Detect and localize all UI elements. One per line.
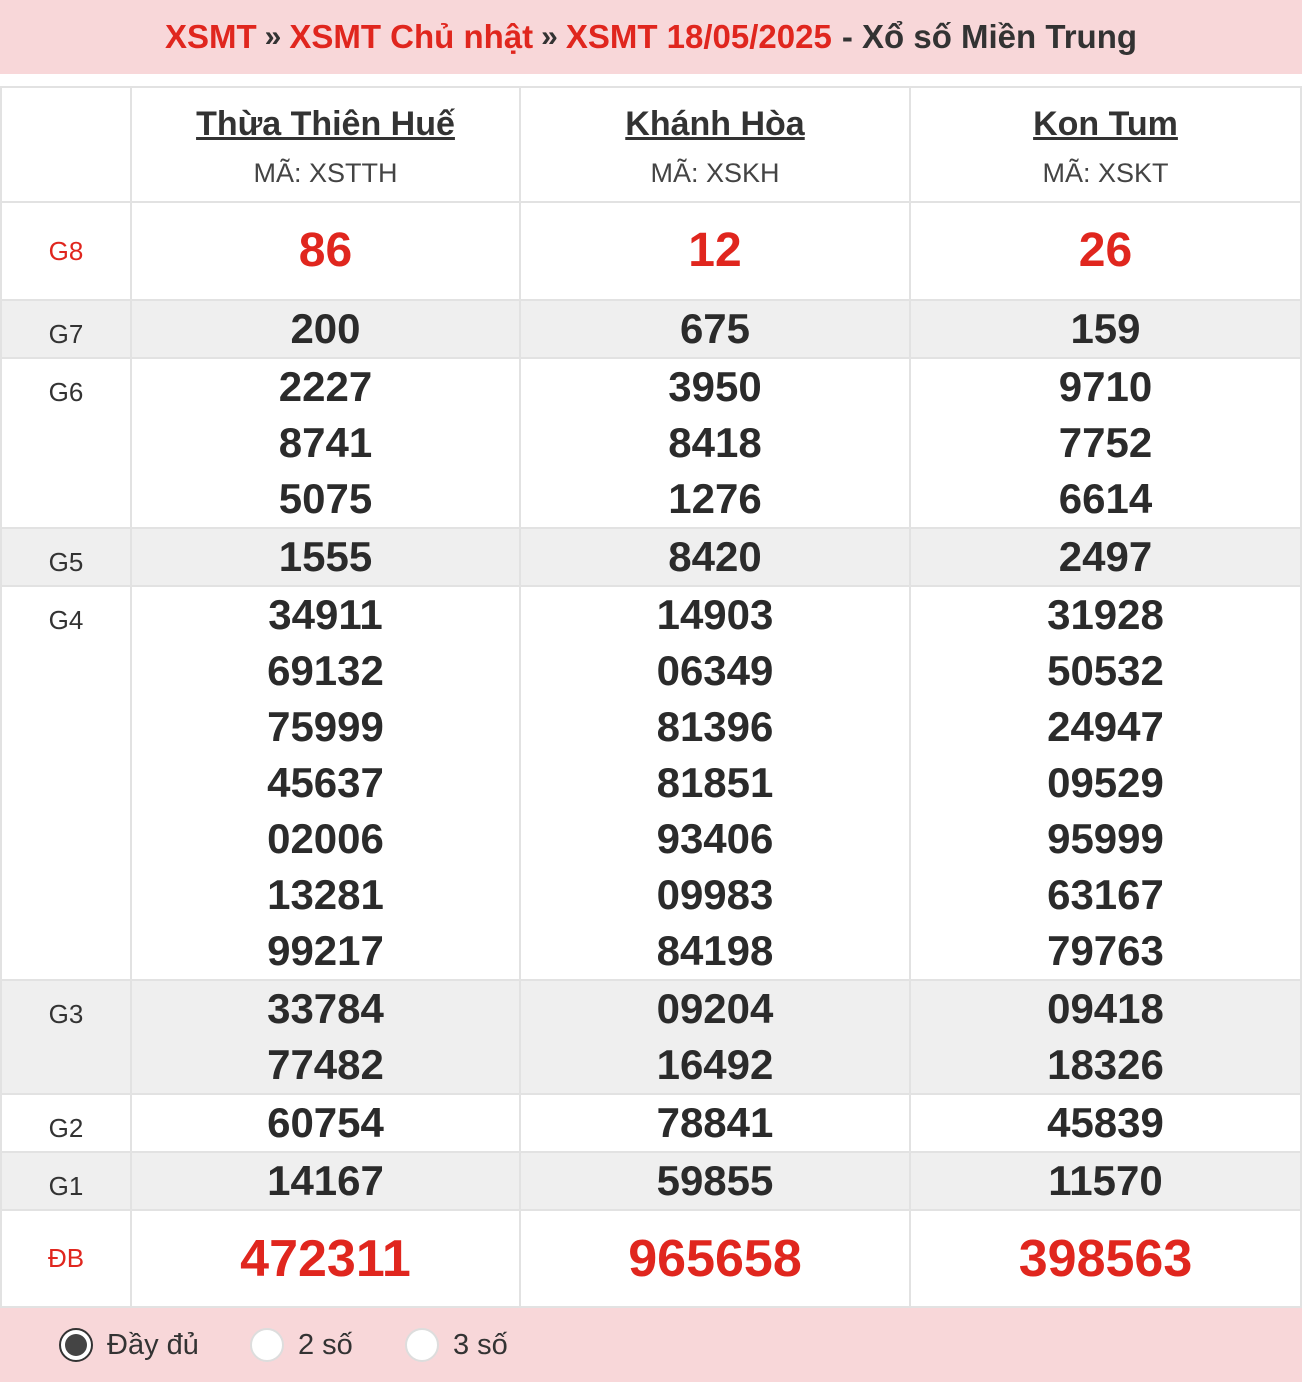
prize-numbers [911, 981, 1300, 1093]
prize-number: 24947 [1047, 703, 1164, 750]
prize-label [1, 980, 131, 1094]
breadcrumb [0, 0, 1302, 74]
prize-cell [910, 358, 1301, 528]
prize-number: 09983 [656, 871, 774, 918]
prize-label-text: G7 [48, 319, 84, 349]
prize-numbers [521, 529, 909, 585]
province-code: MÃ: XSTTH [253, 157, 398, 188]
header-corner-cell [1, 87, 131, 202]
prize-label [1, 1094, 131, 1152]
prize-number: 99217 [267, 927, 384, 974]
prize-number: 1555 [278, 533, 373, 580]
province-cell [520, 87, 910, 202]
prize-numbers [132, 223, 519, 279]
prize-number: 09418 [1047, 985, 1164, 1032]
option-label: 3 số [453, 1328, 508, 1361]
prize-numbers [521, 587, 909, 979]
prize-number: 12 [688, 224, 742, 277]
prize-number: 26 [1078, 224, 1133, 277]
prize-numbers [521, 301, 909, 357]
prize-numbers [521, 1095, 909, 1151]
prize-numbers [521, 359, 909, 527]
prize-cell [910, 528, 1301, 586]
option-full-radio[interactable] [59, 1328, 199, 1362]
prize-number: 95999 [1047, 815, 1164, 862]
prize-cell [131, 980, 520, 1094]
prize-number: 472311 [240, 1229, 411, 1288]
prize-row-g8 [1, 202, 1301, 300]
prize-cell [131, 528, 520, 586]
prize-numbers [521, 223, 909, 279]
prize-number: 200 [290, 305, 361, 352]
prize-cell [910, 300, 1301, 358]
prize-number: 59855 [656, 1157, 774, 1204]
prize-number: 8418 [668, 419, 762, 466]
province-code: MÃ: XSKT [1042, 157, 1169, 188]
prize-row-g7 [1, 300, 1301, 358]
prize-numbers [911, 223, 1300, 279]
prize-label-text: G8 [48, 235, 84, 266]
prize-number: 31928 [1047, 591, 1164, 638]
prize-cell [910, 202, 1301, 300]
prize-number: 06349 [656, 647, 774, 694]
prize-label-text: G5 [48, 547, 84, 577]
prize-number: 675 [679, 305, 751, 352]
prize-number: 7752 [1058, 419, 1153, 466]
prize-label [1, 358, 131, 528]
prize-number: 6614 [1058, 475, 1153, 522]
prize-number: 5075 [278, 475, 373, 522]
prize-cell [520, 358, 910, 528]
prize-cell [520, 1094, 910, 1152]
prize-numbers [911, 301, 1300, 357]
prize-cell [520, 202, 910, 300]
province-cell [910, 87, 1301, 202]
prize-label [1, 528, 131, 586]
prize-number: 16492 [656, 1041, 774, 1088]
prize-number: 33784 [267, 985, 384, 1032]
breadcrumb-xsmt-date[interactable]: XSMT 18/05/2025 [565, 18, 832, 55]
province-cell [131, 87, 520, 202]
prize-number: 02006 [267, 815, 384, 862]
prize-label-text: G2 [48, 1113, 84, 1143]
prize-number: 60754 [267, 1099, 384, 1146]
prize-cell [910, 980, 1301, 1094]
prize-number: 81396 [656, 703, 774, 750]
prize-row-g3 [1, 980, 1301, 1094]
prize-number: 159 [1070, 305, 1141, 352]
prize-numbers [521, 1231, 909, 1287]
option-label: 2 số [298, 1328, 353, 1361]
prize-number: 8420 [668, 533, 762, 580]
radio-unselected-icon[interactable] [250, 1328, 284, 1362]
prize-numbers [132, 587, 519, 979]
prize-row-g4 [1, 586, 1301, 980]
prize-numbers [132, 301, 519, 357]
province-name-link[interactable]: Thừa Thiên Huế [196, 104, 455, 143]
province-name-link[interactable]: Khánh Hòa [625, 104, 805, 143]
option-label: Đầy đủ [107, 1328, 199, 1361]
prize-number: 50532 [1047, 647, 1164, 694]
prize-cell [131, 586, 520, 980]
prize-number: 14903 [656, 591, 774, 638]
prize-number: 75999 [267, 703, 384, 750]
prize-numbers [132, 1231, 519, 1287]
prize-cell [910, 1152, 1301, 1210]
prize-cell [520, 1210, 910, 1307]
prize-numbers [911, 587, 1300, 979]
prize-label [1, 300, 131, 358]
prize-number: 8741 [278, 419, 373, 466]
prize-label [1, 1210, 131, 1307]
display-options-bar [0, 1308, 1302, 1382]
prize-cell [520, 586, 910, 980]
prize-cell [520, 1152, 910, 1210]
prize-number: 09529 [1047, 759, 1164, 806]
prize-cell [910, 1210, 1301, 1307]
prize-number: 1276 [668, 475, 762, 522]
prize-label-text: G4 [48, 605, 84, 635]
prize-number: 78841 [656, 1099, 774, 1146]
prize-number: 09204 [656, 985, 774, 1032]
prize-number: 93406 [656, 815, 774, 862]
prize-cell [910, 586, 1301, 980]
prize-label-text: G6 [48, 377, 84, 407]
prize-label-text: ĐB [47, 1243, 85, 1273]
prize-numbers [911, 1153, 1300, 1209]
prize-label-text: G3 [48, 999, 84, 1029]
prize-number: 45637 [267, 759, 384, 806]
prize-numbers [132, 1153, 519, 1209]
results-table [0, 86, 1302, 1308]
prize-number: 86 [298, 224, 353, 277]
prize-label [1, 202, 131, 300]
prize-cell [131, 300, 520, 358]
prize-numbers [132, 529, 519, 585]
prize-numbers [132, 359, 519, 527]
prize-label [1, 586, 131, 980]
province-name-link[interactable]: Kon Tum [1033, 104, 1178, 143]
prize-cell [131, 1094, 520, 1152]
breadcrumb-separator: » [264, 20, 282, 53]
prize-number: 14167 [267, 1157, 384, 1204]
prize-number: 81851 [656, 759, 774, 806]
prize-row-g2 [1, 1094, 1301, 1152]
prize-cell [131, 1210, 520, 1307]
prize-row-g5 [1, 528, 1301, 586]
prize-numbers [911, 529, 1300, 585]
prize-number: 69132 [267, 647, 384, 694]
prize-number: 13281 [267, 871, 384, 918]
prize-label-text: G1 [48, 1171, 84, 1201]
radio-unselected-icon[interactable] [405, 1328, 439, 1362]
prize-numbers [911, 1095, 1300, 1151]
prize-number: 79763 [1047, 927, 1164, 974]
prize-number: 45839 [1047, 1099, 1164, 1146]
prize-numbers [521, 981, 909, 1093]
prize-numbers [911, 1231, 1300, 1287]
prize-number: 18326 [1047, 1041, 1164, 1088]
prize-cell [131, 358, 520, 528]
prize-numbers [132, 1095, 519, 1151]
prize-number: 2227 [278, 363, 373, 410]
prize-cell [520, 528, 910, 586]
breadcrumb-suffix: - Xổ số Miền Trung [841, 18, 1138, 55]
province-code: MÃ: XSKH [650, 157, 780, 188]
prize-number: 3950 [668, 363, 762, 410]
prize-number: 63167 [1047, 871, 1164, 918]
prize-cell [520, 980, 910, 1094]
prize-row-đb [1, 1210, 1301, 1307]
prize-numbers [521, 1153, 909, 1209]
prize-number: 2497 [1058, 533, 1153, 580]
prize-cell [131, 202, 520, 300]
prize-label [1, 1152, 131, 1210]
province-header-row [1, 87, 1301, 202]
prize-number: 84198 [656, 927, 774, 974]
prize-row-g6 [1, 358, 1301, 528]
prize-number: 77482 [267, 1041, 384, 1088]
prize-cell [520, 300, 910, 358]
prize-number: 965658 [628, 1229, 802, 1288]
prize-row-g1 [1, 1152, 1301, 1210]
breadcrumb-xsmt[interactable]: XSMT [164, 18, 257, 55]
radio-selected-icon[interactable] [59, 1328, 93, 1362]
prize-number: 11570 [1048, 1157, 1163, 1204]
prize-number: 398563 [1018, 1229, 1193, 1288]
breadcrumb-xsmt-sunday[interactable]: XSMT Chủ nhật [289, 18, 534, 55]
breadcrumb-separator: » [541, 20, 558, 53]
option-3-digits-radio[interactable] [405, 1328, 508, 1362]
prize-cell [910, 1094, 1301, 1152]
prize-number: 9710 [1058, 363, 1153, 410]
option-2-digits-radio[interactable] [250, 1328, 353, 1362]
prize-numbers [911, 359, 1300, 527]
prize-cell [131, 1152, 520, 1210]
prize-numbers [132, 981, 519, 1093]
prize-number: 34911 [268, 591, 383, 638]
